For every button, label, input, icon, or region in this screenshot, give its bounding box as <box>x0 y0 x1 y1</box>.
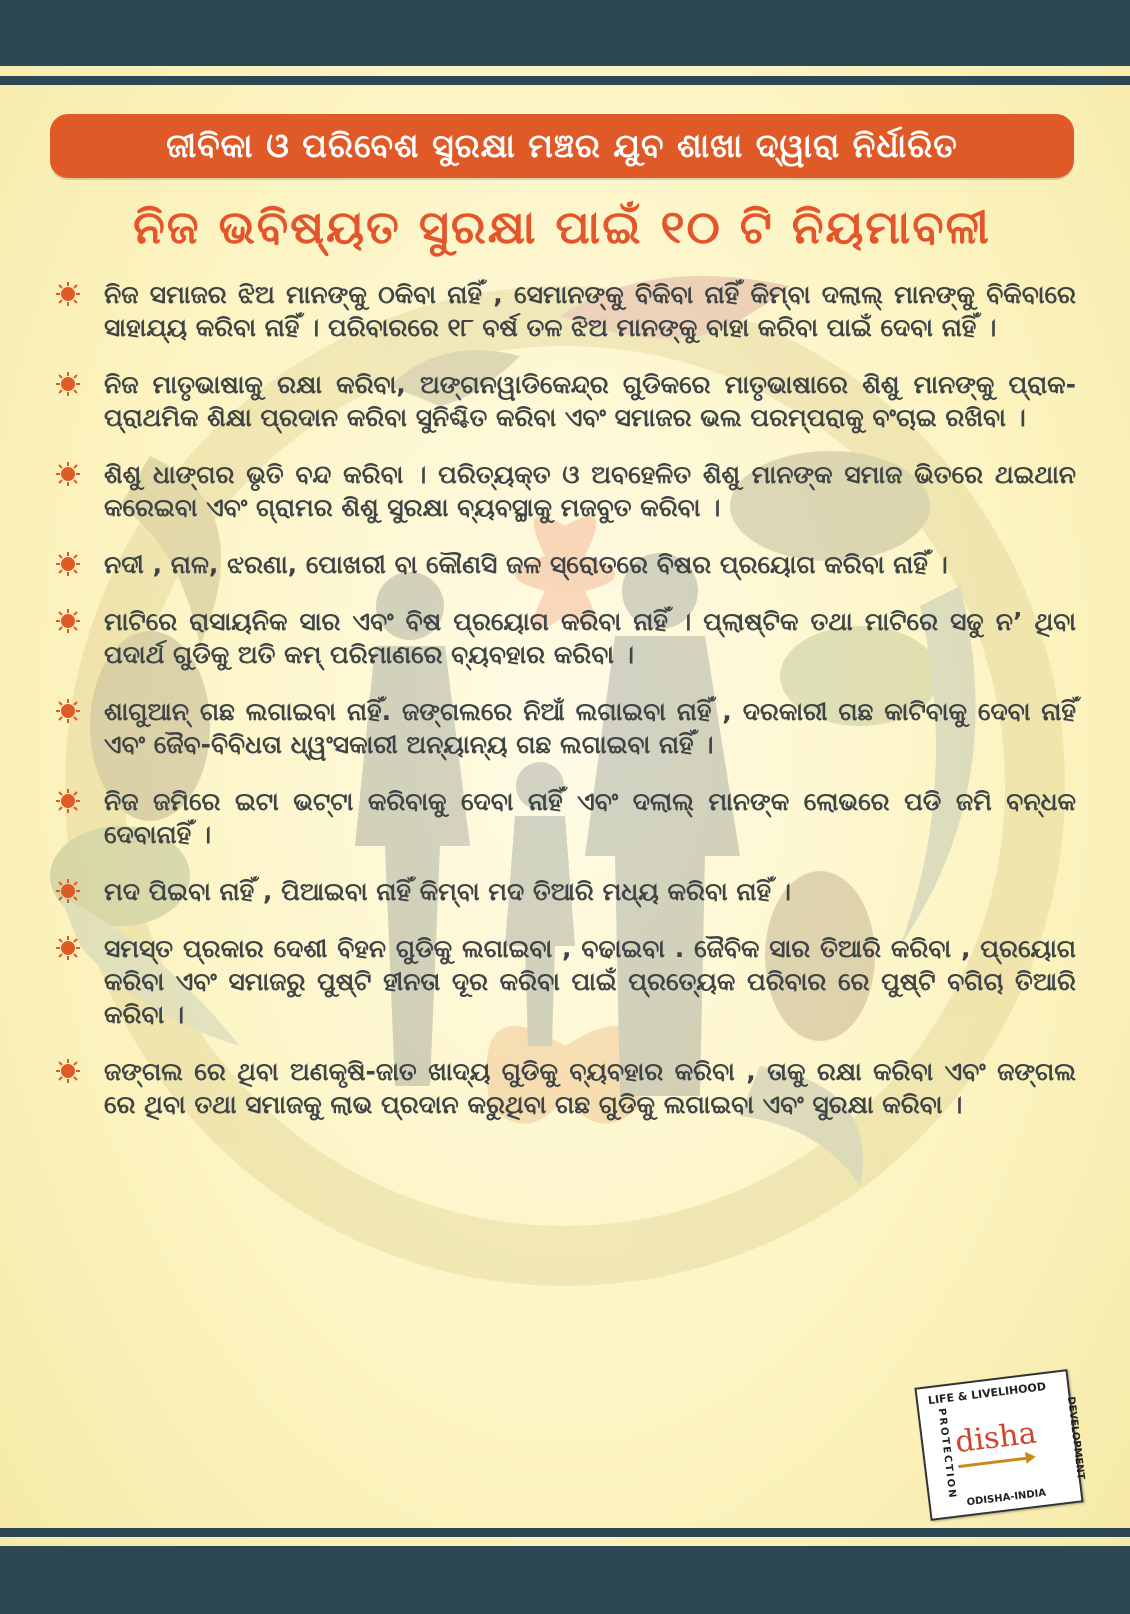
rule-item-9 <box>56 932 1076 1031</box>
rule-item-8 <box>56 875 1076 908</box>
rule-text-3: ଶିଶୁ ଧାଙ୍ଗର ଭୃତି ବନ୍ଦ କରିବା । ପରିତ୍ୟକ୍ତ ଓ ଅବହେଳିତ ଶିଶୁ ମାନଙ୍କ ସମାଜ ଭିତରେ ଥଇଥାନ କରେଇବା ଏବଂ ଗ୍ରାମର ଶିଶୁ ସୁରକ୍ଷା ବ୍ୟବସ୍ଥାକୁ ମଜବୁତ କରିବା । <box>104 460 1076 522</box>
sunburst-bullet-icon <box>56 282 80 306</box>
rule-item-6 <box>56 695 1076 761</box>
logo-name: disha <box>953 1415 1039 1461</box>
logo-bottom-text: ODISHA-INDIA <box>966 1487 1047 1509</box>
header-banner-text: ଜୀବିକା ଓ ପରିବେଶ ସୁରକ୍ଷା ମଞ୍ଚର ଯୁବ ଶାଖା ଦ୍ୱାରା ନିର୍ଧାରିତ <box>166 126 958 165</box>
rule-text-5: ମାଟିରେ ରାସାୟନିକ ସାର ଏବଂ ବିଷ ପ୍ରୟୋଗ କରିବା ନାହିଁ । ପ୍ଲାଷ୍ଟିକ ତଥା ମାଟିରେ ସଢୁ ନ’ ଥିବା ପଦାର୍ଥ ଗୁଡିକୁ ଅତି କମ୍ ପରିମାଣରେ ବ୍ୟବହାର କରିବା । <box>104 607 1076 669</box>
sunburst-bullet-icon <box>56 879 80 903</box>
page-title: ନିଜ ଭବିଷ୍ୟତ ସୁରକ୍ଷା ପାଇଁ ୧୦ ଟି ନିୟମାବଳୀ <box>133 200 991 254</box>
sunburst-bullet-icon <box>56 789 80 813</box>
sunburst-bullet-icon <box>56 936 80 960</box>
rules-list <box>56 278 1076 1121</box>
rule-item-10 <box>56 1055 1076 1121</box>
rule-item-4 <box>56 548 1076 581</box>
rule-text-1: ନିଜ ସମାଜର ଝିଅ ମାନଙ୍କୁ ଠକିବା ନାହିଁ , ସେମାନଙ୍କୁ ବିକିବା ନାହିଁ କିମ୍ବା ଦଲାଲ୍ ମାନଙ୍କୁ ବିକିବାରେ ସାହାଯ୍ୟ କରିବା ନାହିଁ । ପରିବାରରେ ୧୮ ବର୍ଷ ତଳ ଝିଅ ମାନଙ୍କୁ ବାହା କରିବା ପାଇଁ ଦେବା ନାହିଁ । <box>104 280 1076 342</box>
rule-text-2: ନିଜ ମାତୃଭାଷାକୁ ରକ୍ଷା କରିବା, ଅଙ୍ଗନୱାଡିକେନ୍ଦ୍ର ଗୁଡିକରେ ମାତୃଭାଷାରେ ଶିଶୁ ମାନଙ୍କୁ ପ୍ରାକ-ପ୍ରାଥମିକ ଶିକ୍ଷା ପ୍ରଦାନ କରିବା ସୁନିଶ୍ଚିତ କରିବା ଏବଂ ସମାଜର ଭଲ ପରମ୍ପରାକୁ ବଂଚାଇ ରଖିବା । <box>104 370 1076 432</box>
disha-logo <box>914 1369 1087 1521</box>
rule-item-1 <box>56 278 1076 344</box>
sunburst-bullet-icon <box>56 699 80 723</box>
rule-text-7: ନିଜ ଜମିରେ ଇଟା ଭଟ୍ଟା କରିବାକୁ ଦେବା ନାହିଁ ଏବଂ ଦଲାଲ୍ ମାନଙ୍କ ଲୋଭରେ ପଡି ଜମି ବନ୍ଧକ ଦେବାନାହିଁ । <box>104 787 1076 849</box>
sunburst-bullet-icon <box>56 372 80 396</box>
rule-text-8: ମଦ ପିଇବା ନାହିଁ , ପିଆଇବା ନାହିଁ କିମ୍ବା ମଦ ତିଆରି ମଧ୍ୟ କରିବା ନାହିଁ । <box>104 877 792 906</box>
header-banner <box>50 114 1074 178</box>
rule-text-6: ଶାଗୁଆନ୍ ଗଛ ଲଗାଇବା ନାହିଁ. ଜଙ୍ଗଲରେ ନିଆଁ ଲଗାଇବା ନାହିଁ , ଦରକାରୀ ଗଛ କାଟିବାକୁ ଦେବା ନାହିଁ ଏବଂ ଜୈବ-ବିବିଧତା ଧ୍ୱଂସକାରୀ ଅନ୍ୟାନ୍ୟ ଗଛ ଲଗାଇବା ନାହିଁ । <box>104 697 1076 759</box>
logo-right-text: DEVELOPMENT <box>1065 1395 1087 1481</box>
rule-item-7 <box>56 785 1076 851</box>
rule-text-4: ନଦୀ , ନାଳ, ଝରଣା, ପୋଖରୀ ବା କୌଣସି ଜଳ ସ୍ରୋତରେ ବିଷର ପ୍ରୟୋଗ କରିବା ନାହିଁ । <box>104 550 948 579</box>
rule-item-3 <box>56 458 1076 524</box>
rule-item-2 <box>56 368 1076 434</box>
logo-top-text: LIFE & LIVELIHOOD <box>927 1379 1047 1408</box>
top-stripe <box>0 76 1130 85</box>
logo-left-text: PROTECTION <box>935 1407 958 1501</box>
rule-text-10: ଜଙ୍ଗଲ ରେ ଥିବା ଅଣକୃଷି-ଜାତ ଖାଦ୍ୟ ଗୁଡିକୁ ବ୍ୟବହାର କରିବା , ତାକୁ ରକ୍ଷା କରିବା ଏବଂ ଜଙ୍ଗଲ ରେ ଥିବା ତଥା ସମାଜକୁ ଲାଭ ପ୍ରଦାନ କରୁଥିବା ଗଛ ଗୁଡିକୁ ଲଗାଇବା ଏବଂ ସୁରକ୍ଷା କରିବା । <box>104 1057 1076 1119</box>
sunburst-bullet-icon <box>56 609 80 633</box>
rule-item-5 <box>56 605 1076 671</box>
bottom-band <box>0 1546 1130 1614</box>
sunburst-bullet-icon <box>56 552 80 576</box>
sunburst-bullet-icon <box>56 462 80 486</box>
top-band <box>0 0 1130 66</box>
bottom-stripe <box>0 1528 1130 1537</box>
rule-text-9: ସମସ୍ତ ପ୍ରକାର ଦେଶୀ ବିହନ ଗୁଡିକୁ ଲଗାଇବା , ବଢାଇବା . ଜୈବିକ ସାର ତିଆରି କରିବା , ପ୍ରୟୋଗ କରିବା ଏବଂ ସମାଜରୁ ପୁଷ୍ଟି ହୀନତା ଦୂର କରିବା ପାଇଁ ପ୍ରତ୍ୟେକ ପରିବାର ରେ ପୁଷ୍ଟି ବଗିଚା ତିଆରି କରିବା । <box>104 934 1076 1029</box>
sunburst-bullet-icon <box>56 1059 80 1083</box>
